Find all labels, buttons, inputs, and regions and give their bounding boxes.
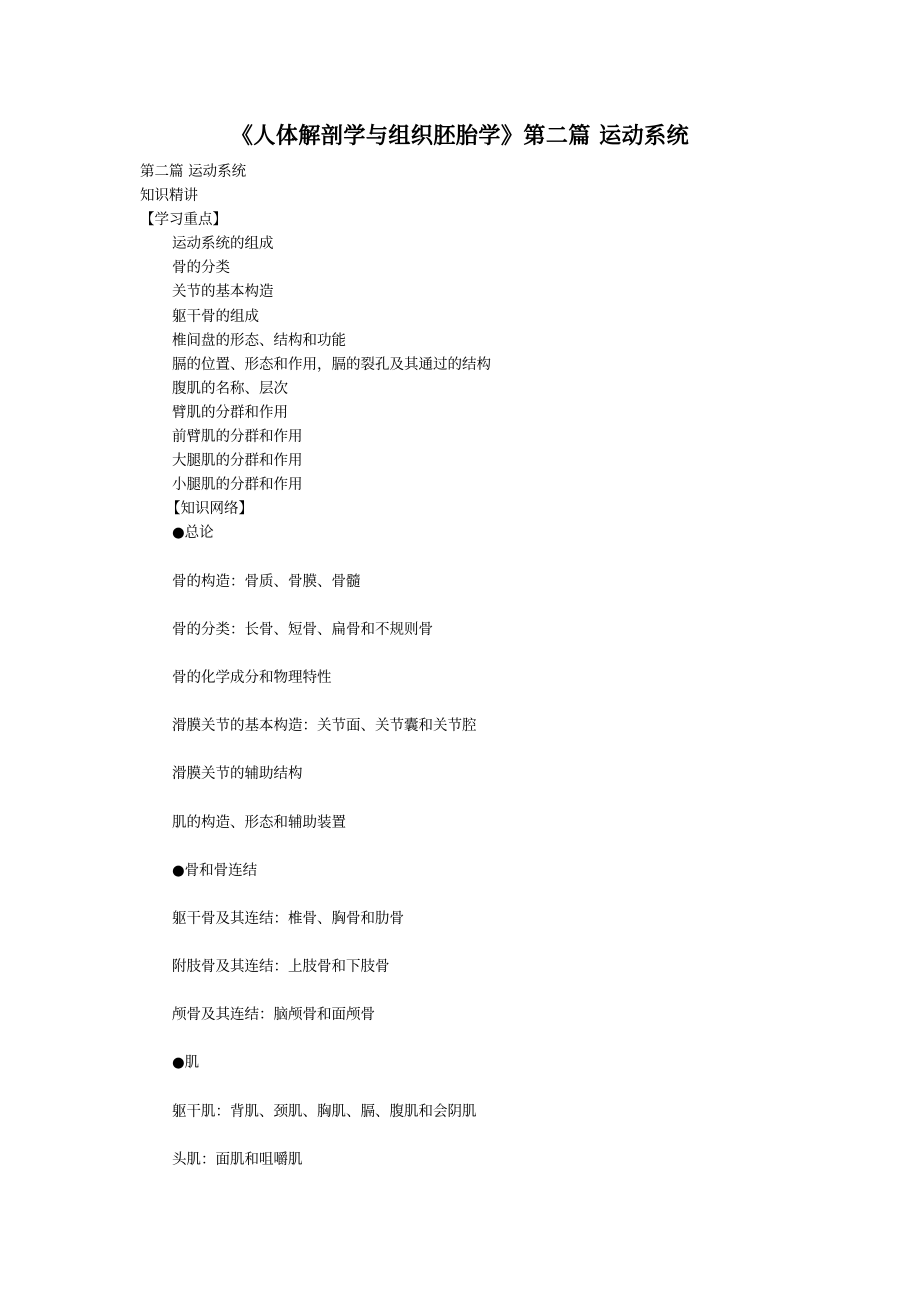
- key-point-item: 臂肌的分群和作用: [172, 404, 288, 421]
- network-item: 附肢骨及其连结：上肢骨和下肢骨: [172, 959, 390, 976]
- chapter-heading: 第二篇 运动系统: [140, 164, 247, 180]
- blank-line: [140, 1076, 840, 1100]
- key-point-item: 运动系统的组成: [172, 236, 274, 253]
- blank-line: [140, 883, 840, 907]
- blank-line: [140, 738, 840, 762]
- key-point-item: 腹肌的名称、层次: [172, 380, 288, 397]
- blank-line: [140, 546, 840, 570]
- document-body: [140, 160, 840, 1172]
- key-point-item: 躯干骨的组成: [172, 308, 259, 325]
- network-item: 骨的分类：长骨、短骨、扁骨和不规则骨: [172, 621, 433, 638]
- key-point-item: 大腿肌的分群和作用: [172, 453, 303, 470]
- blank-line: [140, 1027, 840, 1051]
- key-point-item: 小腿肌的分群和作用: [172, 477, 303, 494]
- network-item: 骨的化学成分和物理特性: [172, 669, 332, 686]
- key-point-item: 关节的基本构造: [172, 284, 274, 301]
- key-points-heading: 【学习重点】: [140, 212, 227, 229]
- section-heading: 知识精讲: [140, 188, 198, 205]
- network-item: 躯干骨及其连结：椎骨、胸骨和肋骨: [172, 910, 404, 927]
- blank-line: [140, 690, 840, 714]
- network-section-bones: ●骨和骨连结: [172, 862, 258, 879]
- network-item: 肌的构造、形态和辅助装置: [172, 814, 346, 831]
- blank-line: [140, 979, 840, 1003]
- network-section-general: ●总论: [172, 525, 214, 542]
- blank-line: [140, 931, 840, 955]
- blank-line: [140, 642, 840, 666]
- blank-line: [140, 786, 840, 810]
- key-point-item: 膈的位置、形态和作用，膈的裂孔及其通过的结构: [172, 356, 491, 373]
- blank-line: [140, 1124, 840, 1148]
- network-item: 滑膜关节的辅助结构: [172, 766, 303, 783]
- network-item: 颅骨及其连结：脑颅骨和面颅骨: [172, 1007, 375, 1024]
- network-section-muscles: ●肌: [172, 1055, 200, 1072]
- network-item: 头肌：面肌和咀嚼肌: [172, 1151, 303, 1168]
- network-item: 躯干肌：背肌、颈肌、胸肌、膈、腹肌和会阴肌: [172, 1103, 477, 1120]
- blank-line: [140, 835, 840, 859]
- key-point-item: 前臂肌的分群和作用: [172, 429, 303, 446]
- network-item: 滑膜关节的基本构造：关节面、关节囊和关节腔: [172, 718, 477, 735]
- network-heading: 【知识网络】: [166, 501, 253, 518]
- document-title: 《人体解剖学与组织胚胎学》第二篇 运动系统: [230, 123, 690, 149]
- key-point-item: 骨的分类: [172, 260, 230, 277]
- blank-line: [140, 594, 840, 618]
- key-point-item: 椎间盘的形态、结构和功能: [172, 332, 346, 349]
- network-item: 骨的构造：骨质、骨膜、骨髓: [172, 573, 361, 590]
